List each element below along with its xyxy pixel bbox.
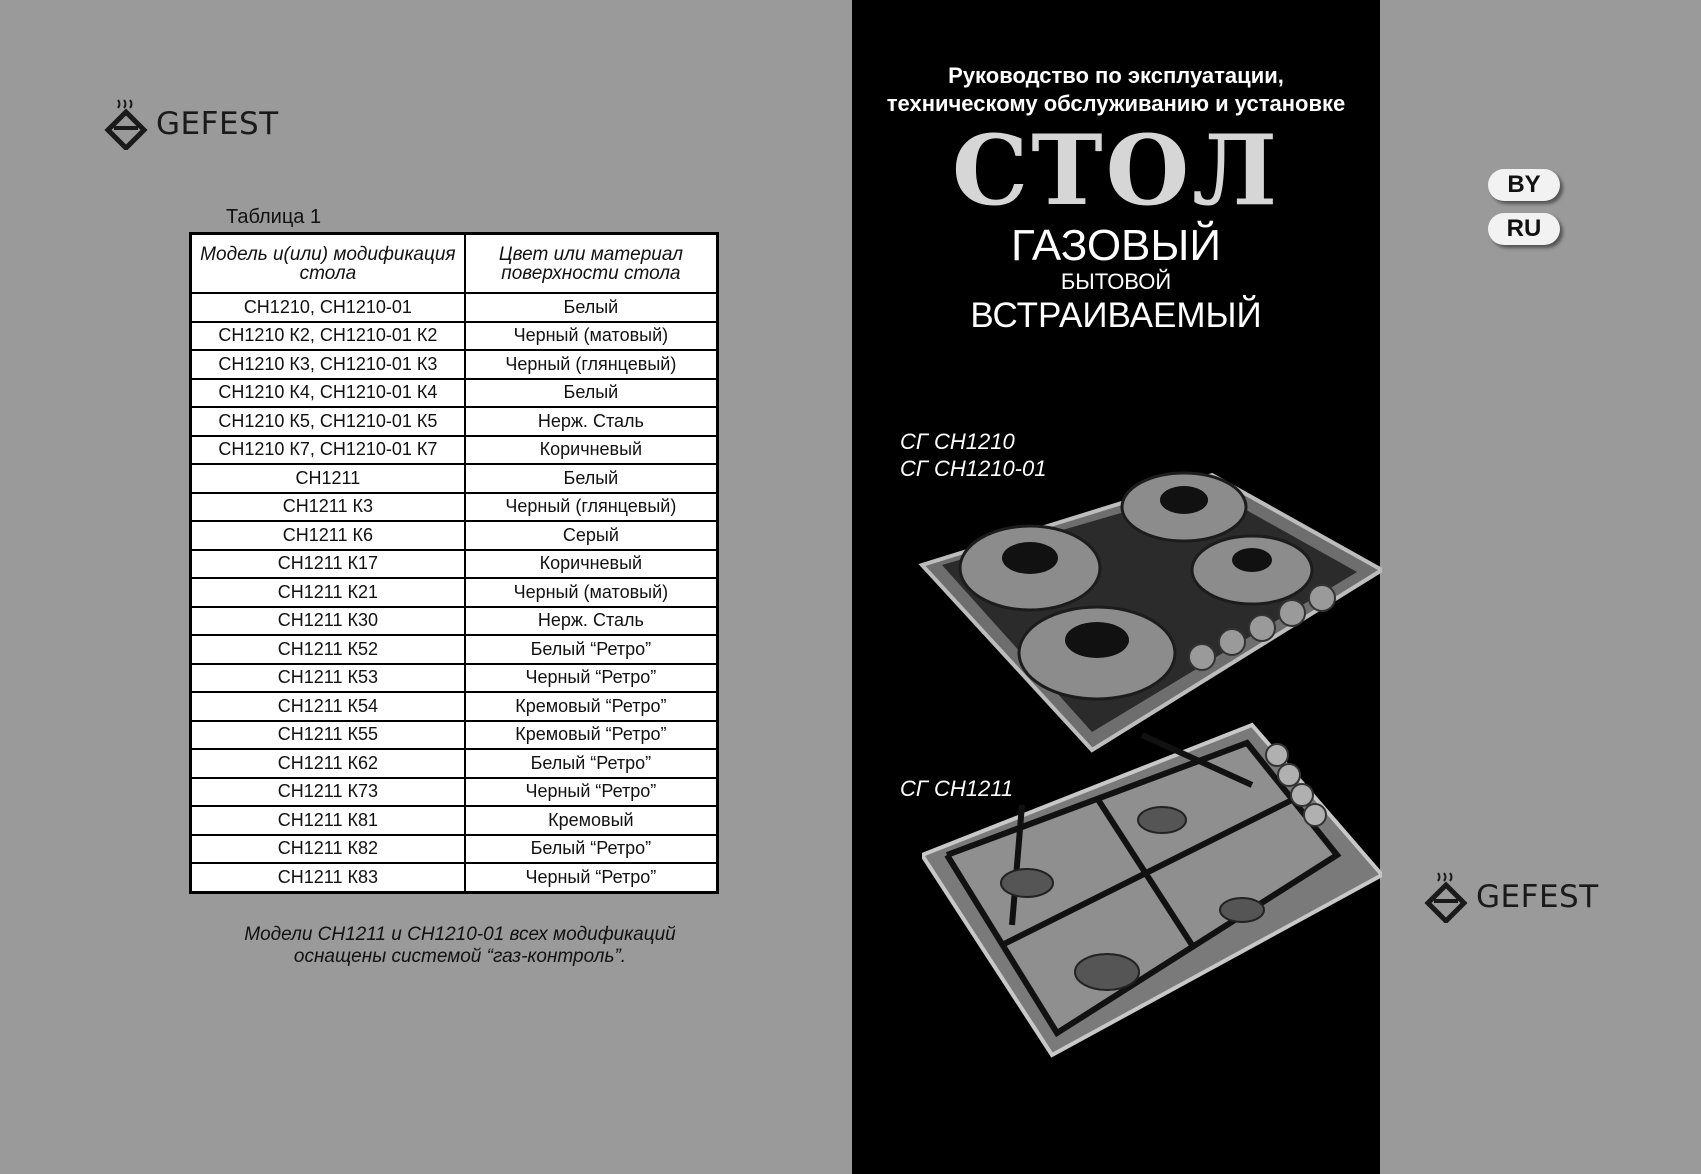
table-row (191, 550, 718, 579)
color-cell: Кремовый “Ретро” (465, 721, 718, 750)
model-cell: СН1211 К6 (191, 521, 465, 550)
table-row (191, 863, 718, 892)
model-cell: СН1211 (191, 464, 465, 493)
model-cell: СН1211 К73 (191, 778, 465, 807)
gas-hob-image-2 (922, 715, 1382, 1065)
model-label: СГ СН1210-01 (900, 456, 1047, 481)
gefest-logo-icon (1424, 871, 1468, 923)
table-row (191, 407, 718, 436)
model-cell: СН1211 К53 (191, 664, 465, 693)
table-caption: Таблица 1 (226, 206, 322, 228)
model-cell: СН1210, СН1210-01 (191, 293, 465, 322)
table-row (191, 379, 718, 408)
brand-logo-right (1424, 871, 1599, 923)
model-cell: СН1211 К81 (191, 806, 465, 835)
model-cell: СН1211 К83 (191, 863, 465, 892)
table-header-row (191, 234, 718, 294)
color-cell: Кремовый “Ретро” (465, 692, 718, 721)
model-cell: СН1211 К30 (191, 607, 465, 636)
color-cell: Кремовый (465, 806, 718, 835)
color-cell: Черный “Ретро” (465, 778, 718, 807)
table-row (191, 493, 718, 522)
table-row (191, 293, 718, 322)
cover-title: СТОЛ (951, 114, 1281, 227)
color-cell: Черный (матовый) (465, 578, 718, 607)
model-cell: СН1211 К21 (191, 578, 465, 607)
table-row (191, 635, 718, 664)
brand-wordmark: GEFEST (1476, 879, 1599, 915)
table-row (191, 835, 718, 864)
gefest-logo-icon (104, 98, 148, 150)
model-cell: СН1210 К2, СН1210-01 К2 (191, 322, 465, 351)
color-cell: Белый “Ретро” (465, 835, 718, 864)
color-cell: Нерж. Сталь (465, 607, 718, 636)
table-row (191, 692, 718, 721)
color-cell: Серый (465, 521, 718, 550)
color-cell: Черный “Ретро” (465, 664, 718, 693)
model-color-table (189, 232, 719, 894)
table-row (191, 749, 718, 778)
footnote-line-1: Модели СН1211 и СН1210-01 всех модификаций (244, 924, 676, 945)
color-cell: Черный “Ретро” (465, 863, 718, 892)
color-cell: Черный (глянцевый) (465, 493, 718, 522)
language-badge-by: BY (1488, 169, 1560, 201)
brand-logo-left (104, 98, 279, 150)
cover-title-builtin: ВСТРАИВАЕМЫЙ (970, 296, 1262, 335)
table-row (191, 664, 718, 693)
color-cell: Черный (глянцевый) (465, 350, 718, 379)
cover-title-gas: ГАЗОВЫЙ (1011, 221, 1221, 270)
model-cell: СН1211 К82 (191, 835, 465, 864)
model-cell: СН1211 К62 (191, 749, 465, 778)
column-header-model: Модель и(или) модификация стола (191, 234, 465, 294)
model-cell: СН1210 К5, СН1210-01 К5 (191, 407, 465, 436)
table-body (191, 293, 718, 892)
table-row (191, 778, 718, 807)
model-cell: СН1211 К3 (191, 493, 465, 522)
color-cell: Белый (465, 293, 718, 322)
footnote (200, 924, 720, 968)
cover-panel (852, 0, 1380, 1174)
language-badge-ru: RU (1488, 213, 1560, 245)
column-header-color: Цвет или материал поверхности стола (465, 234, 718, 294)
color-cell: Белый (465, 464, 718, 493)
cover-subtitle-line-1: Руководство по эксплуатации, (948, 63, 1284, 88)
cover-title-household: БЫТОВОЙ (1060, 269, 1172, 294)
color-cell: Нерж. Сталь (465, 407, 718, 436)
table-row (191, 350, 718, 379)
table-row (191, 436, 718, 465)
model-cell: СН1210 К3, СН1210-01 К3 (191, 350, 465, 379)
table-row (191, 607, 718, 636)
color-cell: Белый “Ретро” (465, 635, 718, 664)
table-row (191, 322, 718, 351)
table-row (191, 464, 718, 493)
color-cell: Белый (465, 379, 718, 408)
table-row (191, 578, 718, 607)
color-cell: Коричневый (465, 550, 718, 579)
model-cell: СН1211 К17 (191, 550, 465, 579)
model-cell: СН1211 К55 (191, 721, 465, 750)
model-cell: СН1211 К54 (191, 692, 465, 721)
model-cell: СН1210 К7, СН1210-01 К7 (191, 436, 465, 465)
cover-subtitle-line-2: техническому обслуживанию и установке (886, 91, 1346, 116)
color-cell: Белый “Ретро” (465, 749, 718, 778)
model-label: СГ СН1211 (900, 776, 1014, 801)
model-cell: СН1211 К52 (191, 635, 465, 664)
brand-wordmark: GEFEST (156, 106, 279, 142)
table-row (191, 521, 718, 550)
color-cell: Черный (матовый) (465, 322, 718, 351)
model-cell: СН1210 К4, СН1210-01 К4 (191, 379, 465, 408)
footnote-line-2: оснащены системой “газ-контроль”. (293, 946, 627, 967)
model-label: СГ СН1210 (900, 429, 1015, 454)
table-row (191, 721, 718, 750)
cover-subtitle (852, 62, 1380, 118)
table-row (191, 806, 718, 835)
color-cell: Коричневый (465, 436, 718, 465)
